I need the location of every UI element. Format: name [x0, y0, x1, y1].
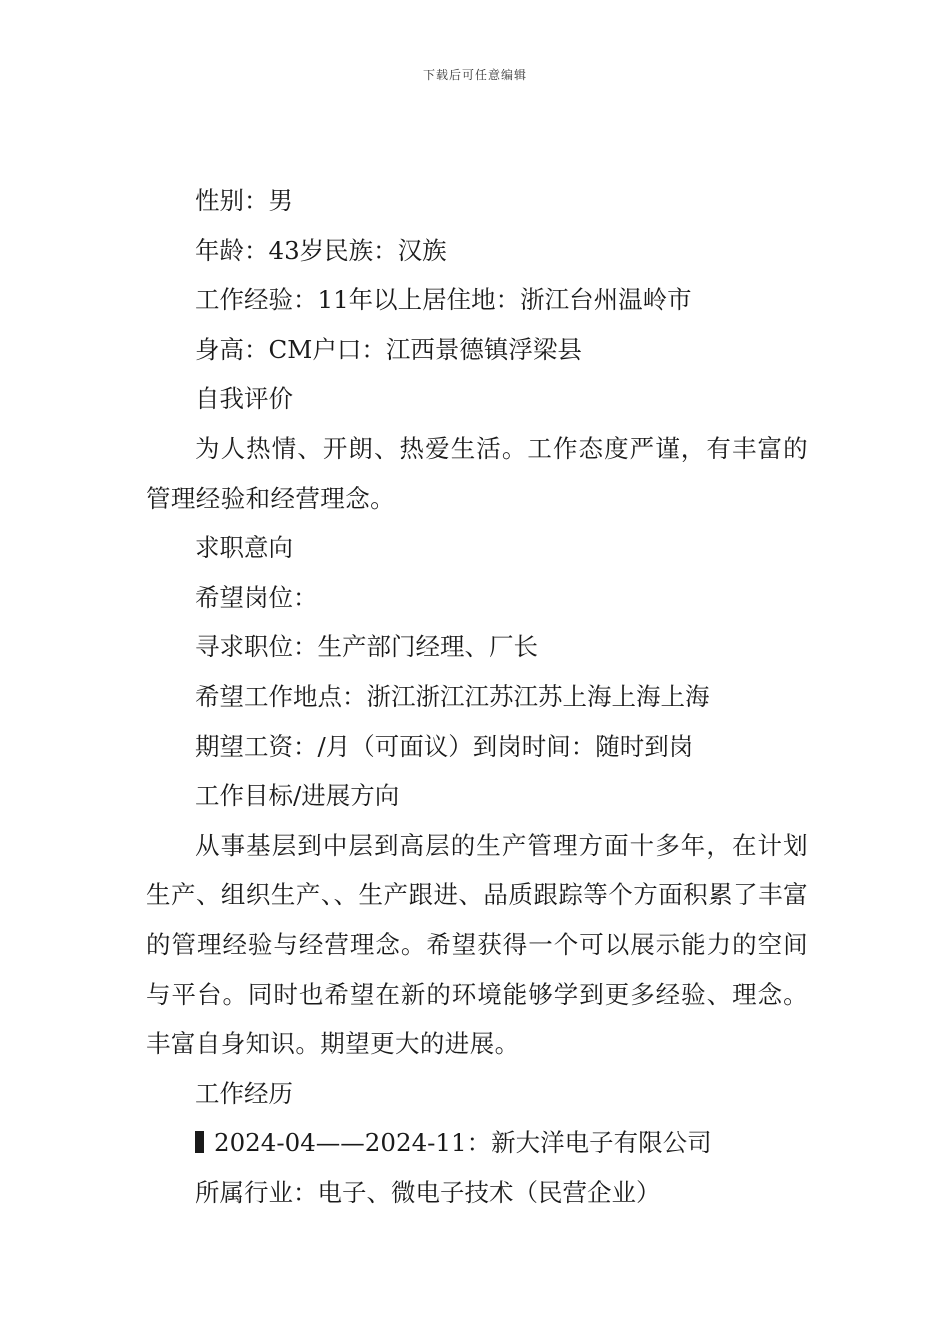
seeking-position-line: 寻求职位：生产部门经理、厂长: [195, 632, 538, 662]
self-eval-title: 自我评价: [195, 384, 293, 414]
height-line: 身高：CM户口：江西景德镇浮梁县: [195, 334, 582, 364]
history-entry-text: 2024-04——2024-11：新大洋电子有限公司: [214, 1128, 712, 1158]
experience-line: 工作经验：11年以上居住地：浙江台州温岭市: [195, 285, 692, 315]
goals-text: 从事基层到中层到高层的生产管理方面十多年，在计划生产、组织生产、、生产跟进、品质跟踪等个方面积累了丰富的管理经验与经营理念。希望获得一个可以展示能力的空间与平台。同时也希望在新的环境能够学到更多经验、理念。丰富自身知识。期望更大的进展。: [146, 830, 808, 1059]
goals-title: 工作目标/进展方向: [195, 781, 400, 811]
desired-position-label: 希望岗位：: [195, 582, 318, 612]
history-title: 工作经历: [195, 1078, 293, 1108]
age-line: 年龄：43岁民族：汉族: [195, 235, 447, 265]
industry-line: 所属行业：电子、微电子技术（民营企业）: [195, 1177, 661, 1207]
salary-line: 期望工资：/月（可面议）到岗时间：随时到岗: [195, 731, 694, 761]
gender-line: 性别：男: [195, 186, 293, 215]
job-intent-title: 求职意向: [195, 533, 293, 563]
resume-body: [146, 176, 808, 1217]
bullet-marker-icon: [195, 1131, 204, 1153]
self-eval-text: 为人热情、开朗、热爱生活。工作态度严谨，有丰富的管理经验和经营理念。: [146, 433, 808, 513]
history-entry-line: [146, 1118, 808, 1168]
page-header: 下载后可任意编辑: [422, 68, 527, 82]
desired-location-line: 希望工作地点：浙江浙江江苏江苏上海上海上海: [195, 681, 710, 711]
